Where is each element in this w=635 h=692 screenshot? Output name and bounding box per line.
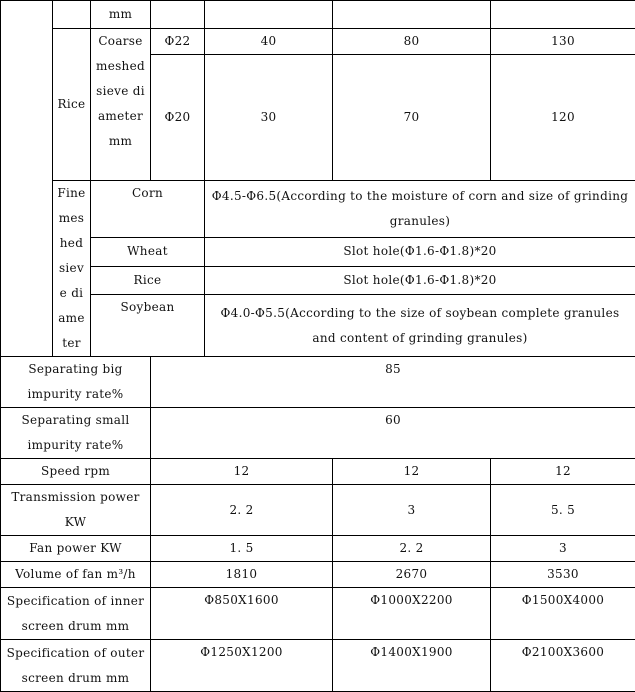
value-cell: Φ2100X3600: [491, 640, 635, 692]
value-cell: 12: [333, 459, 491, 485]
phi-cell: Φ22: [151, 29, 205, 55]
value-cell: Φ1400X1900: [333, 640, 491, 692]
value-cell: 30: [205, 55, 333, 181]
row-label: Volume of fan m³/h: [1, 562, 151, 588]
rice-label: Rice: [53, 29, 91, 181]
table-row: [1, 181, 635, 238]
table-row: [1, 1, 635, 29]
table-row: [1, 562, 635, 588]
value-cell: 12: [491, 459, 635, 485]
empty-cell: [491, 1, 635, 29]
table-row: [1, 536, 635, 562]
table-row: [1, 588, 635, 640]
empty-cell: [205, 1, 333, 29]
table-row: [1, 640, 635, 692]
value-cell: 3530: [491, 562, 635, 588]
value-cell: Φ850X1600: [151, 588, 333, 640]
table-row: [1, 485, 635, 536]
value-cell: 85: [151, 357, 635, 408]
value-cell: 3: [491, 536, 635, 562]
row-label: Fan power KW: [1, 536, 151, 562]
value-cell: 1. 5: [151, 536, 333, 562]
row-label: Specification of outer screen drum mm: [1, 640, 151, 692]
fine-value: Slot hole(Φ1.6-Φ1.8)*20: [205, 238, 635, 267]
fine-value: Φ4.5-Φ6.5(According to the moisture of corn and size of grinding granules): [205, 181, 635, 238]
value-cell: 70: [333, 55, 491, 181]
value-cell: Φ1250X1200: [151, 640, 333, 692]
row-label: Specification of inner screen drum mm: [1, 588, 151, 640]
value-cell: 5. 5: [491, 485, 635, 536]
value-cell: 3: [333, 485, 491, 536]
value-cell: 80: [333, 29, 491, 55]
row-label: Transmission power KW: [1, 485, 151, 536]
value-cell: 2. 2: [333, 536, 491, 562]
fine-value: Φ4.0-Φ5.5(According to the size of soybean complete granules and content of grinding granules): [205, 295, 635, 357]
value-cell: 60: [151, 408, 635, 459]
grain-label: Soybean: [91, 295, 205, 357]
row-label: Separating big impurity rate%: [1, 357, 151, 408]
table-row: [1, 238, 635, 267]
fine-value: Slot hole(Φ1.6-Φ1.8)*20: [205, 266, 635, 295]
value-cell: 130: [491, 29, 635, 55]
empty-cell: [333, 1, 491, 29]
grain-label: Wheat: [91, 238, 205, 267]
row-label: Separating small impurity rate%: [1, 408, 151, 459]
table-row: [1, 29, 635, 55]
coarse-sieve-label: Coarse meshed sieve diameter mm: [91, 29, 151, 181]
phi-cell: Φ20: [151, 55, 205, 181]
grain-label: Rice: [91, 266, 205, 295]
value-cell: Φ1500X4000: [491, 588, 635, 640]
table-row: [1, 295, 635, 357]
value-cell: Φ1000X2200: [333, 588, 491, 640]
fine-sieve-label: Fine meshed sieve diameter: [53, 181, 91, 357]
table-row: [1, 357, 635, 408]
value-cell: 12: [151, 459, 333, 485]
value-cell: 120: [491, 55, 635, 181]
value-cell: 2670: [333, 562, 491, 588]
value-cell: 2. 2: [151, 485, 333, 536]
unit-cell: mm: [91, 1, 151, 29]
grain-label: Corn: [91, 181, 205, 238]
empty-cell: [151, 1, 205, 29]
table-row: [1, 266, 635, 295]
row-label: Speed rpm: [1, 459, 151, 485]
value-cell: 1810: [151, 562, 333, 588]
table-row: [1, 459, 635, 485]
empty-cell: [1, 1, 53, 357]
value-cell: 40: [205, 29, 333, 55]
empty-cell: [53, 1, 91, 29]
table-row: [1, 408, 635, 459]
